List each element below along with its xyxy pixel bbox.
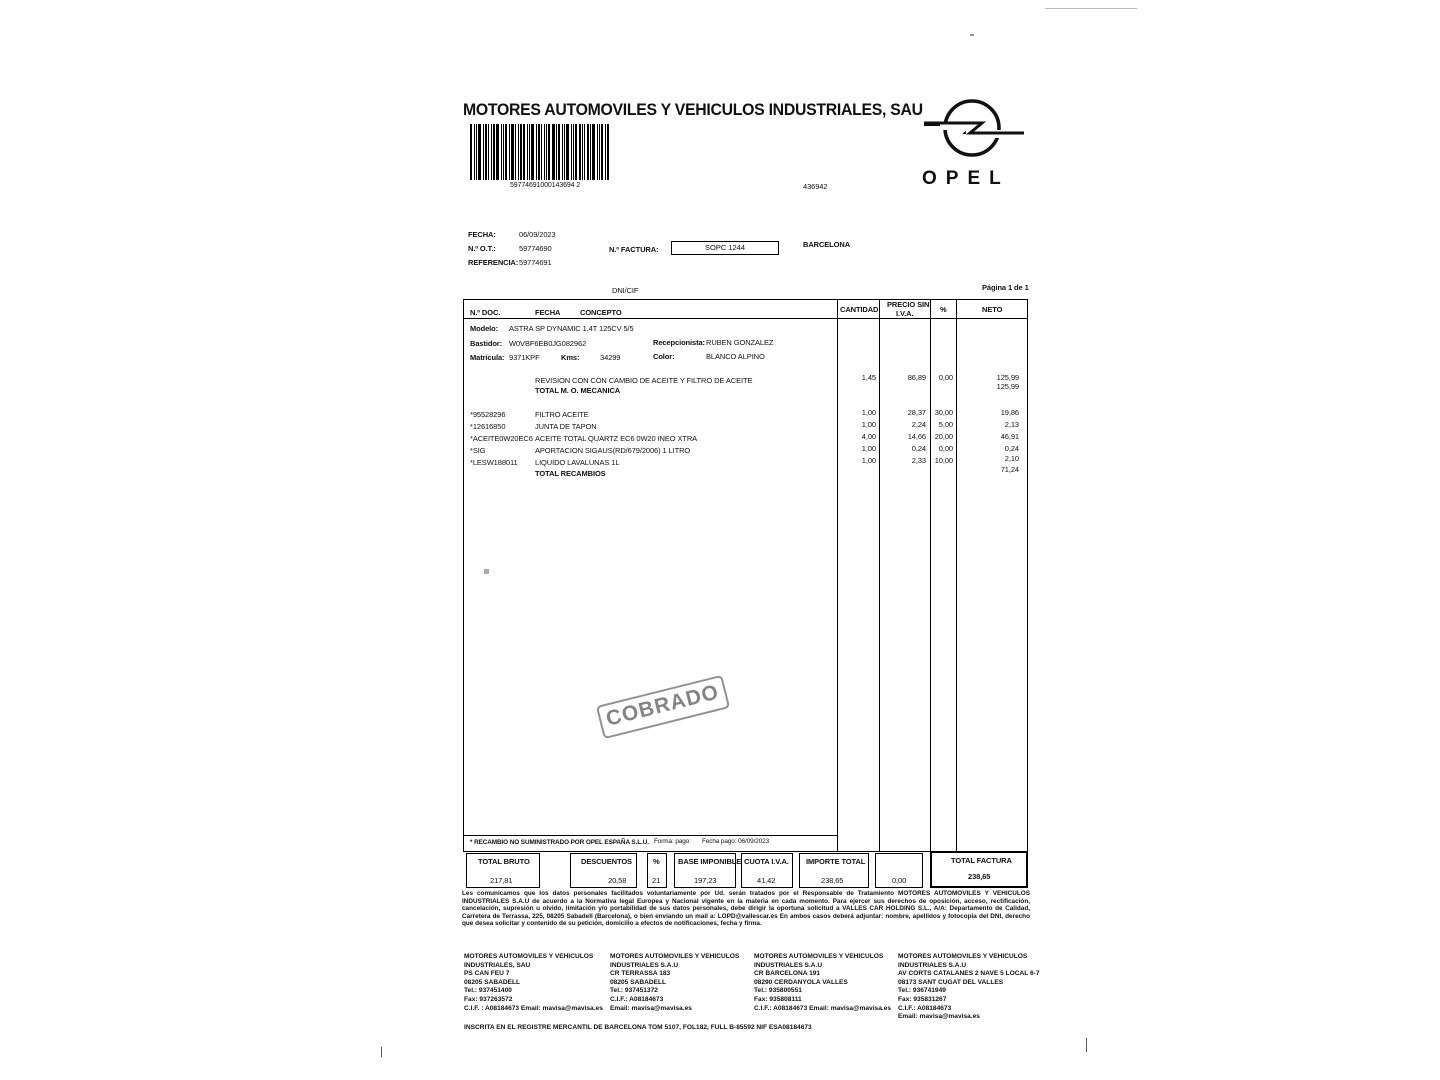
address-line: C.I.F.: A08184673 — [898, 1004, 952, 1012]
barcode-bar — [592, 124, 595, 180]
address-line: Tel.: 936741949 — [898, 987, 946, 995]
col-header-ndoc: N.º DOC. — [470, 308, 501, 317]
base-imponible-label: BASE IMPONIBLE — [678, 857, 742, 866]
barcode-bar — [501, 124, 502, 180]
privacy-notice: Les comunicamos que los datos personales facilitados voluntariamente por Ud. serán tratados por el Responsable de Tratamiento MOTORES AUTOMOVILES Y VEHICULOS INDUSTRIALES S.A.U de acuerdo a la Normativa legal Europea y Nacional vigente en la materia en cada momento. Para ejercer sus derechos de oposición, acceso, rectificación, cancelación, supresión u olvido, limitación y/o portabilidad de sus datos personales, debe dirigir la oportuna solicitud a VALLES CAR HOLDING S.L., A/A: Departamento de Calidad, Carretera de Terrassa, 225, 08205 Sabadell (Barcelona), o bien enviando un mail a: LOPD@vallescar.es En ambos casos deberá adjuntar: nombre, apellidos y fotocopia del DNI, derecho que desea solicitar y contenido de su petición, domicilio a efectos de notificaciones, fecha y firma. — [462, 890, 1030, 928]
barcode-bar — [587, 124, 589, 180]
dni-label: DNI/CIF — [612, 286, 639, 295]
modelo-label: Modelo: — [470, 324, 499, 333]
address-line: C.I.F. : A08184673 Email: mavisa@mavisa.es — [464, 1004, 603, 1012]
barcode-bar — [493, 124, 495, 180]
barcode-bar — [520, 124, 522, 180]
descuentos-value: 20,58 — [608, 876, 627, 885]
address-line: INDUSTRIALES S.A.U — [754, 961, 823, 969]
part-neto: 2,10 — [1004, 454, 1019, 463]
barcode-bar — [558, 124, 560, 180]
barcode-bar — [601, 124, 603, 180]
address-line: PS CAN FEU 7 — [464, 970, 510, 978]
barcode-bar — [605, 124, 606, 180]
address-line: INDUSTRIALES S.A.U — [610, 961, 679, 969]
barcode-bar — [505, 124, 507, 180]
col-header-fecha: FECHA — [535, 308, 561, 317]
part-ref: *95528296 — [470, 410, 506, 419]
labor-precio: 86,89 — [907, 373, 926, 382]
address-line: INDUSTRIALES S.A.U — [898, 961, 967, 969]
barcode-bar — [488, 124, 489, 180]
barcode-bar — [518, 124, 519, 180]
part-precio: 14,66 — [907, 432, 926, 441]
barcode-bar — [556, 124, 557, 180]
address-line: Fax: 935808111 — [754, 995, 802, 1003]
opel-logo-icon — [922, 96, 1026, 160]
address-line: 08205 SABADELL — [610, 978, 667, 986]
barcode-bar — [607, 124, 609, 180]
brand-wordmark: OPEL — [922, 168, 1010, 189]
total-bruto-label: TOTAL BRUTO — [478, 857, 530, 866]
address-line: C.I.F.: A08184673 Email: mavisa@mavisa.es — [754, 1004, 892, 1012]
cuota-iva-value: 41,42 — [757, 876, 776, 885]
matricula-label: Matrícula: — [470, 353, 505, 362]
ot-value: 59774690 — [519, 244, 552, 253]
barcode-bar — [483, 124, 484, 180]
iva-pct-value: 21 — [652, 876, 661, 885]
barcode-bar — [478, 124, 481, 180]
barcode-bar — [552, 124, 555, 180]
address-line: CR BARCELONA 191 — [754, 970, 821, 978]
part-concept: FILTRO ACEITE — [535, 410, 589, 419]
address-line: AV CORTS CATALANES 2 NAVE 5 LOCAL 6-7 — [898, 970, 1040, 978]
scan-speck — [970, 34, 974, 36]
labor-neto: 125,99 — [996, 373, 1019, 382]
address-block-cerdanyola — [754, 953, 891, 1013]
barcode-bar — [548, 124, 550, 180]
part-concept: LIQUIDO LAVALUNAS 1L — [535, 458, 620, 467]
part-pct: 30,00 — [934, 408, 953, 417]
barcode-bar — [597, 124, 598, 180]
part-pct: 5,00 — [938, 420, 953, 429]
scan-mark — [381, 1047, 382, 1057]
barcode-bar — [579, 124, 581, 180]
address-block-sabadell-1 — [464, 953, 603, 1013]
kms-label: Kms: — [561, 353, 580, 362]
part-concept: JUNTA DE TAPON — [535, 422, 597, 431]
address-line: C.I.F.: A08184673 — [610, 995, 664, 1003]
address-line: Email: mavisa@mavisa.es — [898, 1013, 980, 1021]
part-ref: *ACEITE0W20EC6 — [470, 434, 533, 443]
descuentos-label: DESCUENTOS — [581, 857, 632, 866]
part-cantidad: 1,00 — [861, 444, 876, 453]
part-neto: 2,13 — [1004, 420, 1019, 429]
barcode-bar — [538, 124, 540, 180]
barcode-bar — [546, 124, 547, 180]
ot-label: N.º O.T.: — [468, 244, 496, 253]
barcode-bar — [523, 124, 525, 180]
kms-value: 34299 — [600, 353, 621, 362]
document-number: 436942 — [803, 182, 828, 191]
barcode-bar — [584, 124, 585, 180]
total-bruto-value: 217,81 — [490, 876, 513, 885]
barcode-bar — [541, 124, 542, 180]
referencia-label: REFERENCIA: — [468, 258, 519, 267]
barcode-bar — [503, 124, 504, 180]
address-line: CR TERRASSA 183 — [610, 970, 671, 978]
base-imponible-value: 197,23 — [694, 876, 717, 885]
barcode-bar — [566, 124, 569, 180]
barcode-bar — [476, 124, 477, 180]
barcode-bar — [599, 124, 600, 180]
barcode — [470, 124, 610, 180]
parts-total-label: TOTAL RECAMBIOS — [535, 469, 606, 478]
labor-total: 125,99 — [996, 382, 1019, 391]
color-value: BLANCO ALPINO — [706, 352, 765, 361]
scan-speck — [484, 569, 489, 574]
address-line: 08173 SANT CUGAT DEL VALLES — [898, 978, 1004, 986]
labor-total-label: TOTAL M. O. MECANICA — [535, 386, 621, 395]
barcode-bar — [509, 124, 510, 180]
extra-value: 0,00 — [892, 876, 907, 885]
footnote: * RECAMBIO NO SUMINISTRADO POR OPEL ESPAÑA S.L.U. — [470, 839, 649, 846]
barcode-number: 59774691000143694 2 — [510, 182, 581, 189]
scan-edge-line — [1045, 8, 1137, 9]
part-cantidad: 1,00 — [861, 408, 876, 417]
col-header-precio-line1: PRECIO SIN — [887, 300, 930, 309]
page-number: Página 1 de 1 — [982, 283, 1029, 292]
part-neto: 19,86 — [1000, 408, 1019, 417]
part-concept: ACEITE TOTAL QUARTZ EC6 0W20 INEO XTRA — [535, 434, 698, 443]
paid-stamp: COBRADO — [596, 675, 730, 739]
referencia-value: 59774691 — [519, 258, 552, 267]
barcode-bar — [575, 124, 577, 180]
part-ref: *LESW188011 — [470, 458, 518, 467]
forma-pago: Forma: pago: — [654, 838, 691, 845]
part-cantidad: 1,00 — [861, 420, 876, 429]
part-pct: 10,00 — [934, 456, 953, 465]
bastidor-value: W0VBF6EB0JG082962 — [509, 339, 587, 348]
table-header-rule — [463, 318, 1028, 319]
barcode-bar — [562, 124, 563, 180]
bastidor-label: Bastidor: — [470, 339, 503, 348]
barcode-bar — [573, 124, 574, 180]
barcode-bar — [474, 124, 475, 180]
barcode-bar — [536, 124, 537, 180]
part-precio: 0,24 — [911, 444, 926, 453]
company-name: MOTORES AUTOMOVILES Y VEHICULOS INDUSTRIALES, SAU — [463, 100, 923, 119]
address-block-sant-cugat — [898, 953, 1040, 1022]
city: BARCELONA — [803, 240, 851, 249]
address-line: INDUSTRIALES, SAU — [464, 961, 531, 969]
part-concept: APORTACION SIGAUS(RD/679/2006) 1 LITRO — [535, 446, 691, 455]
registry-line: INSCRITA EN EL REGISTRE MERCANTIL DE BARCELONA TOM 5107, FOL182, FULL B-85592 NIF ESA08184673 — [464, 1024, 812, 1031]
col-header-pct: % — [940, 305, 947, 314]
barcode-bar — [544, 124, 545, 180]
recepcionista-value: RUBEN GONZALEZ — [706, 338, 774, 347]
iva-pct-label: % — [653, 857, 660, 866]
barcode-bar — [531, 124, 534, 180]
recepcionista-label: Recepcionista: — [653, 338, 705, 347]
barcode-bar — [590, 124, 591, 180]
address-line: 08290 CERDANYOLA VALLES — [754, 978, 848, 986]
address-line: Fax: 935831267 — [898, 995, 947, 1003]
total-factura-label: TOTAL FACTURA — [951, 856, 1012, 865]
barcode-bar — [571, 124, 572, 180]
labor-concept: REVISION CON CON CAMBIO DE ACEITE Y FILTRO DE ACEITE — [535, 376, 753, 385]
address-line: Email: mavisa@mavisa.es — [610, 1004, 692, 1012]
address-line: MOTORES AUTOMOVILES Y VEHICULOS — [464, 953, 594, 960]
importe-total-value: 238,65 — [821, 876, 844, 885]
factura-number-box: SOPC 1244 — [671, 241, 779, 255]
address-line: Fax: 937263572 — [464, 995, 513, 1003]
address-line: MOTORES AUTOMOVILES Y VEHICULOS — [754, 953, 884, 960]
color-label: Color: — [653, 352, 675, 361]
col-header-concepto: CONCEPTO — [580, 308, 622, 317]
part-precio: 28,37 — [907, 408, 926, 417]
barcode-bar — [491, 124, 492, 180]
address-line: Tel.: 937451400 — [464, 987, 512, 995]
address-line: Tel.: 935800551 — [754, 987, 802, 995]
part-pct: 0,00 — [938, 444, 953, 453]
factura-label: N.º FACTURA: — [609, 245, 659, 254]
address-block-sabadell-2 — [610, 953, 739, 1013]
address-line: Tel.: 937451372 — [610, 987, 658, 995]
part-neto: 46,91 — [1000, 432, 1019, 441]
parts-total: 71,24 — [1000, 465, 1019, 474]
address-line: MOTORES AUTOMOVILES Y VEHICULOS — [610, 953, 740, 960]
cuota-iva-label: CUOTA I.V.A. — [744, 857, 789, 866]
col-header-neto: NETO — [982, 305, 1003, 314]
total-factura-value: 238,65 — [968, 872, 991, 881]
address-line: MOTORES AUTOMOVILES Y VEHICULOS — [898, 953, 1028, 960]
part-ref: *SIG — [470, 446, 486, 455]
modelo-value: ASTRA SP DYNAMIC 1.4T 125CV 5/5 — [509, 324, 634, 333]
barcode-bar — [496, 124, 499, 180]
fecha-label: FECHA: — [468, 230, 496, 239]
fecha-pago: Fecha pago: 06/09/2023 — [702, 838, 770, 845]
scan-mark — [1086, 1038, 1087, 1052]
col-header-cantidad: CANTIDAD — [840, 305, 879, 314]
part-precio: 2,33 — [911, 456, 926, 465]
part-precio: 2,24 — [911, 420, 926, 429]
barcode-bar — [529, 124, 530, 180]
address-line: 08205 SABADELL — [464, 978, 521, 986]
barcode-bar — [582, 124, 583, 180]
fecha-value: 06/09/2023 — [519, 230, 556, 239]
importe-total-label: IMPORTE TOTAL — [806, 857, 866, 866]
barcode-bar — [527, 124, 528, 180]
part-neto: 0,24 — [1004, 444, 1019, 453]
part-cantidad: 4,00 — [861, 432, 876, 441]
barcode-bar — [485, 124, 487, 180]
barcode-bar — [515, 124, 516, 180]
barcode-bar — [564, 124, 565, 180]
matricula-value: 9371KPF — [509, 353, 540, 362]
labor-pct: 0,00 — [938, 373, 953, 382]
part-cantidad: 1,00 — [861, 456, 876, 465]
labor-cantidad: 1,45 — [861, 373, 876, 382]
footnote-rule — [463, 835, 837, 836]
barcode-bar — [511, 124, 514, 180]
part-ref: *12616850 — [470, 422, 506, 431]
col-header-precio-line2: I.V.A. — [896, 309, 914, 318]
barcode-bar — [470, 124, 472, 180]
part-pct: 20,00 — [934, 432, 953, 441]
